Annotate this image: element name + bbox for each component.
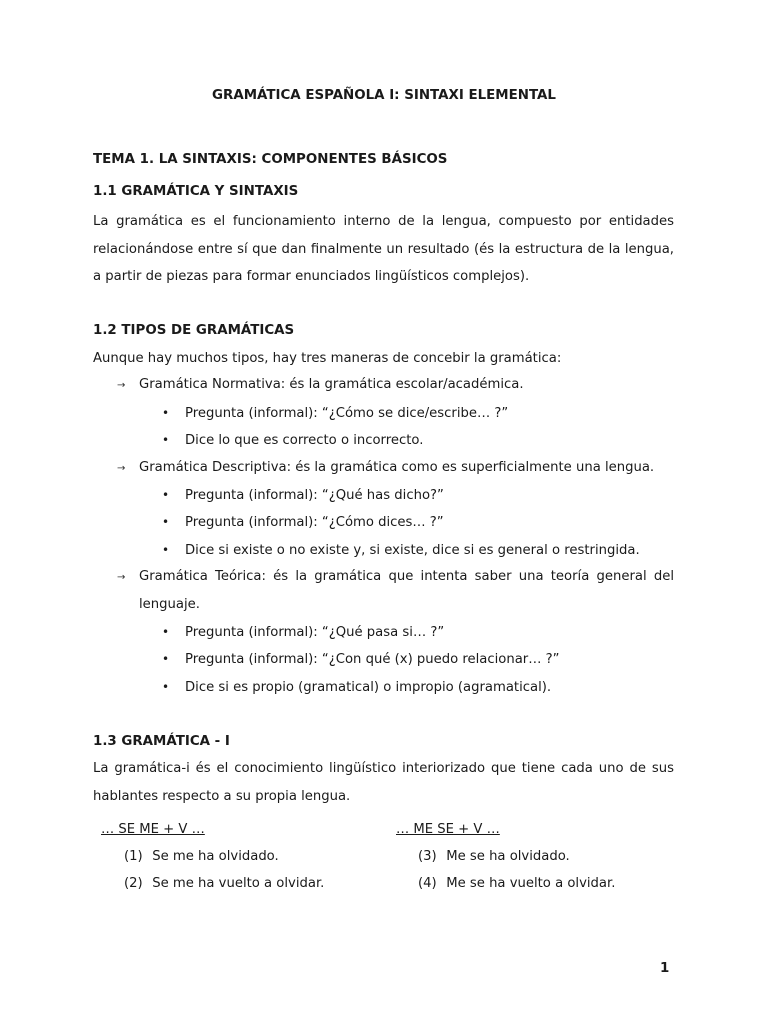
example-item [124,849,279,864]
bullet-text: Pregunta (informal): “¿Cómo se dice/escribe… ?” [185,406,509,421]
example-text: Me se ha vuelto a olvidar. [446,876,616,891]
section-1-2-intro: Aunque hay muchos tipos, hay tres maneras de concebir la gramática: [93,351,562,366]
bullet-icon: • [162,625,170,639]
example-item [418,849,570,864]
bullet-icon: • [162,406,170,420]
bullet-text: Pregunta (informal): “¿Qué pasa si… ?” [185,625,445,640]
arrow-icon: → [117,572,126,583]
example-number: (2) [124,876,143,891]
page-number: 1 [660,961,670,976]
section-1-1-paragraph: La gramática es el funcionamiento interno de la lengua, compuesto por entidades relacionándose entre sí que dan finalmente un resultado (és la estructura de la lengua, a partir de piezas para formar enunciados lingüísticos complejos). [93,214,674,284]
bullet-text: Dice lo que es correcto o incorrecto. [185,433,424,448]
bullet-text: Dice si es propio (gramatical) o impropio (agramatical). [185,680,552,695]
section-1-3-heading: 1.3 GRAMÁTICA - I [93,734,230,749]
tema1-heading: TEMA 1. LA SINTAXIS: COMPONENTES BÁSICOS [93,152,448,167]
bullet-icon: • [162,488,170,502]
example-text: Me se ha olvidado. [446,849,570,864]
example-number: (4) [418,876,437,891]
example-number: (3) [418,849,437,864]
example-item [124,876,324,891]
section-1-2-heading: 1.2 TIPOS DE GRAMÁTICAS [93,323,295,338]
grammar-type-text: Gramática Descriptiva: és la gramática como es superficialmente una lengua. [139,460,655,475]
arrow-icon: → [117,380,126,391]
bullet-icon: • [162,652,170,666]
bullet-text: Pregunta (informal): “¿Con qué (x) puedo relacionar… ?” [185,652,560,667]
section-1-3-paragraph: La gramática-i és el conocimiento lingüístico interiorizado que tiene cada uno de sus hablantes respecto a su propia lengua. [93,761,674,804]
bullet-icon: • [162,433,170,447]
grammar-type-text: Gramática Teórica: és la gramática que intenta saber una teoría general del lenguaje. [139,569,674,612]
example-text: Se me ha vuelto a olvidar. [152,876,325,891]
bullet-text: Dice si existe o no existe y, si existe, dice si es general o restringida. [185,543,640,558]
example-text: Se me ha olvidado. [152,849,279,864]
example-number: (1) [124,849,143,864]
grammar-type-text: Gramática Normativa: és la gramática escolar/académica. [139,377,524,392]
example-item [418,876,615,891]
bullet-icon: • [162,543,170,557]
bullet-text: Pregunta (informal): “¿Cómo dices… ?” [185,515,444,530]
bullet-icon: • [162,515,170,529]
examples-left-header: … SE ME + V … [101,822,205,837]
bullet-text: Pregunta (informal): “¿Qué has dicho?” [185,488,444,503]
section-1-1-heading: 1.1 GRAMÁTICA Y SINTAXIS [93,184,299,199]
document-title: GRAMÁTICA ESPAÑOLA I: SINTAXI ELEMENTAL [212,88,556,103]
examples-right-header: … ME SE + V … [396,822,500,837]
bullet-icon: • [162,680,170,694]
arrow-icon: → [117,463,126,474]
